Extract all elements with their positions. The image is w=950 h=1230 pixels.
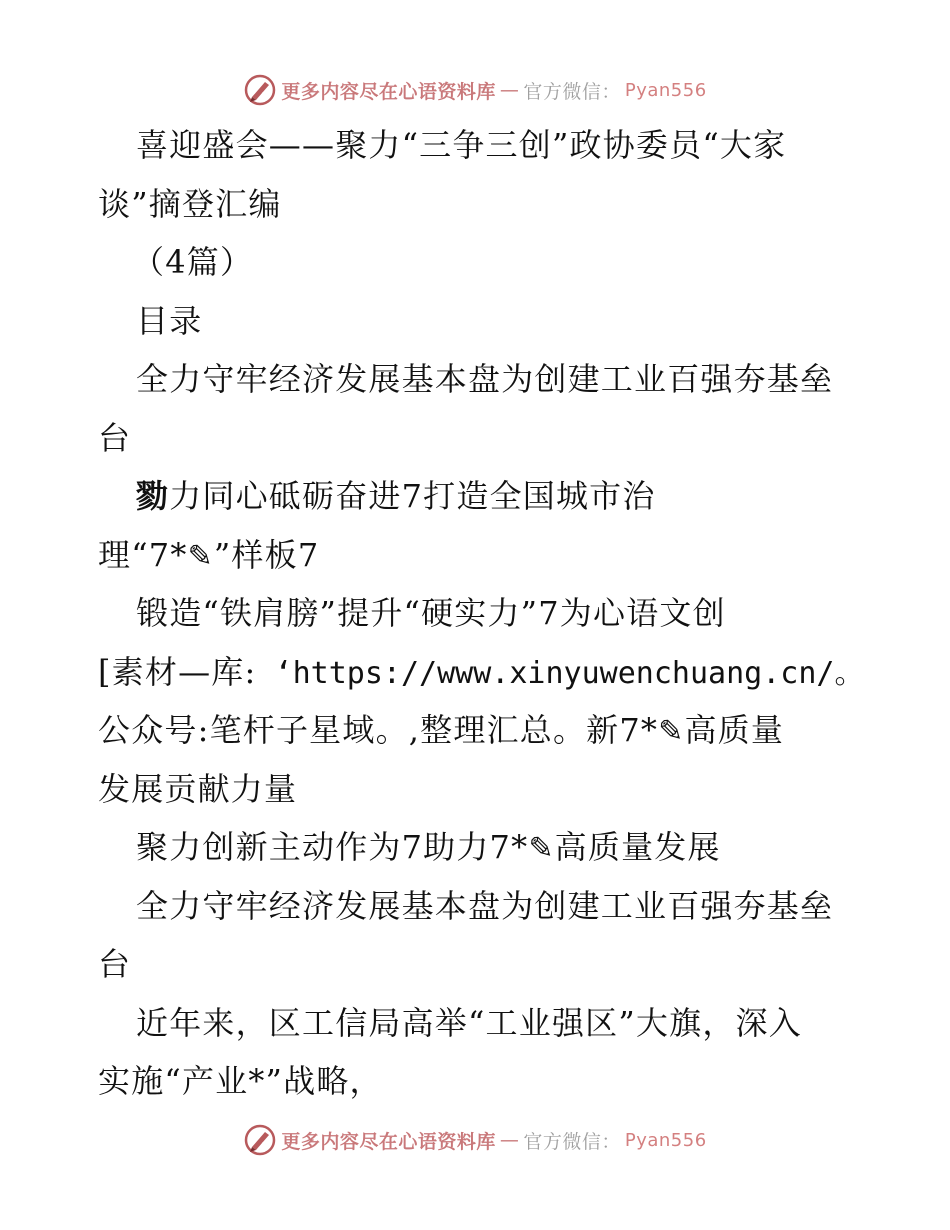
document-title: 喜迎盛会——聚力“三争三创”政协委员“大家 [136,126,787,164]
article-count: （4篇） [132,243,254,281]
toc-item-1-continued: 台 [98,418,132,457]
pen-logo-icon [243,1123,277,1157]
toc-item-2-cont-post: ”样板7 [213,535,320,574]
section-title: 全力守牢经济发展基本盘为创建工业百强夯基垒 [136,886,834,925]
footer-watermark [0,1120,950,1160]
toc-item-2-first-char: 勠 [136,477,170,515]
watermark-slogan: 更多内容尽在心语资料库 [281,80,496,103]
toc-item-4-post: 高质量发展 [554,828,721,866]
document-title-continued: 谈”摘登汇编 [98,184,282,223]
document-body [98,116,865,1111]
toc-item-4 [98,818,858,877]
watermark-dash: — [499,1129,520,1151]
source-url-link[interactable]: ‘https://www.xinyuwenchuang.cn/。 [256,655,865,691]
toc-item-2-cont-pre: 理“7* [98,535,188,574]
watermark-wechat-id: Pyan556 [624,79,707,101]
toc-item-2-text: 力同心砥砺奋进7打造全国城市治 [169,477,656,515]
section-title-continued: 台 [98,945,132,983]
toc-item-3-account-text: 公众号:笔杆子星域。,整理汇总。新7* [98,711,659,749]
body-paragraph: 近年来，区工信局高举“工业强区”大旗，深入 [136,1003,802,1042]
toc-item-2 [98,467,858,526]
toc-item-2-continued [98,526,858,585]
placeholder-glyph-icon: ✎ [528,831,555,866]
toc-item-1: 全力守牢经济发展基本盘为创建工业百强夯基垒 [136,360,834,398]
placeholder-glyph-icon: ✎ [187,538,214,574]
watermark-wechat-label: 官方微信： [523,80,621,103]
pen-logo-icon [243,73,277,107]
toc-item-3: 锻造“铁肩膀”提升“硬实力”7为心语文创 [136,594,726,632]
watermark-slogan: 更多内容尽在心语资料库 [281,1130,496,1153]
toc-item-3-account [98,701,858,760]
header-watermark [0,70,950,110]
watermark-wechat-id: Pyan556 [624,1129,707,1151]
toc-item-3-source-label: [素材—库: [98,652,257,691]
watermark-wechat-label: 官方微信： [523,1130,621,1153]
placeholder-glyph-icon: ✎ [658,714,685,749]
body-paragraph-continued: 实施“产业*”战略， [98,1062,383,1100]
watermark-dash: — [499,79,520,101]
toc-heading: 目录 [136,301,203,340]
toc-item-4-pre: 聚力创新主动作为7助力7* [136,828,529,866]
toc-item-3-account-post: 高质量 [684,711,785,749]
toc-item-3-continued: 发展贡献力量 [98,769,298,808]
toc-item-3-source [98,643,865,702]
